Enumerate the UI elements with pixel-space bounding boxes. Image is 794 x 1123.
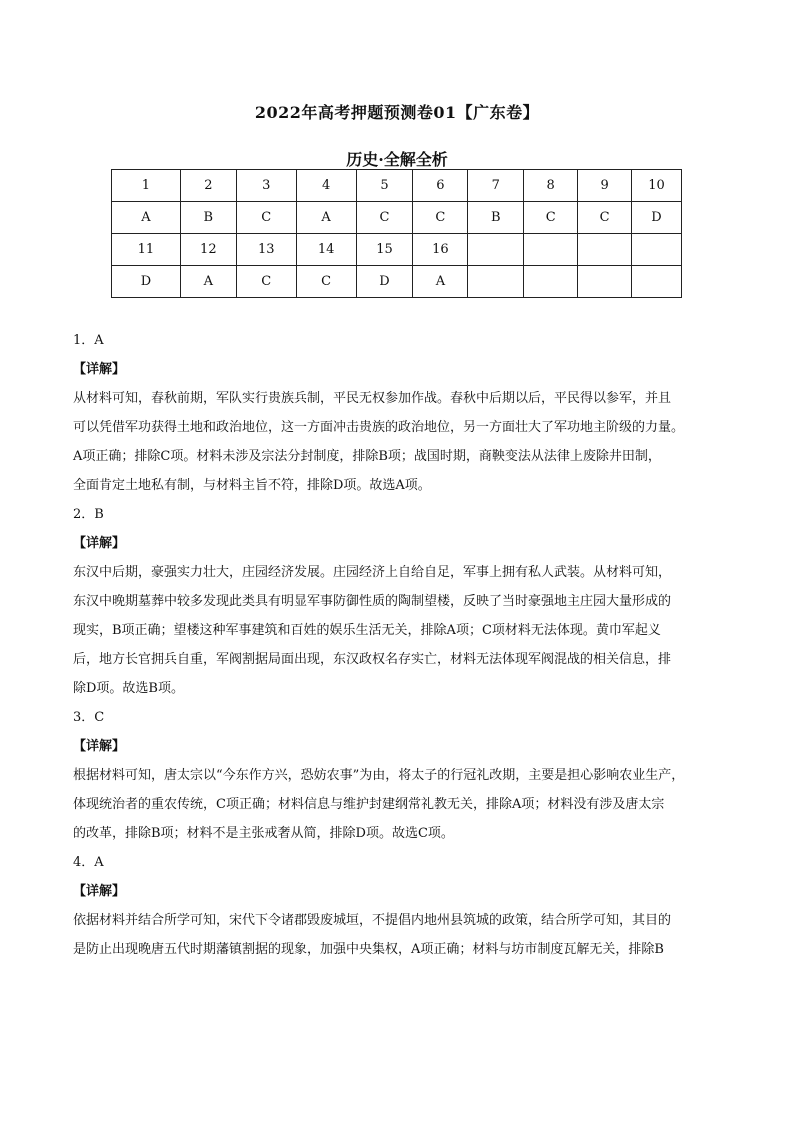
answer-table xyxy=(111,169,682,298)
table-cell: C xyxy=(356,202,413,234)
question-number: 3．C xyxy=(73,710,105,725)
table-row-numbers xyxy=(112,170,682,202)
explanation-line: 可以凭借军功获得土地和政治地位，这一方面冲击贵族的政治地位，另一方面壮大了军功地主阶级的力量。 xyxy=(73,420,685,435)
table-cell: A xyxy=(413,266,468,298)
explanation-line: 除D项。故选B项。 xyxy=(73,681,184,696)
table-cell: 10 xyxy=(632,170,682,202)
page-title: 2022年高考押题预测卷01【广东卷】 xyxy=(254,103,540,122)
table-cell: 9 xyxy=(578,170,632,202)
explanation-content xyxy=(73,326,723,964)
table-cell: A xyxy=(180,266,236,298)
table-row-answers xyxy=(112,202,682,234)
table-cell xyxy=(468,266,524,298)
table-cell: 13 xyxy=(236,234,296,266)
explanation-line: 的改革，排除B项；材料不是主张戒奢从简，排除D项。故选C项。 xyxy=(73,826,454,841)
table-cell xyxy=(524,266,578,298)
table-cell xyxy=(524,234,578,266)
explanation-line: 全面肯定土地私有制，与材料主旨不符，排除D项。故选A项。 xyxy=(73,478,431,493)
explanation-line: 后，地方长官拥兵自重，军阀割据局面出现，东汉政权名存实亡，材料无法体现军阀混战的相关信息，排 xyxy=(73,652,672,667)
table-cell: A xyxy=(296,202,356,234)
question-number: 4．A xyxy=(73,855,104,870)
table-cell: 1 xyxy=(112,170,181,202)
table-cell xyxy=(578,234,632,266)
table-cell: C xyxy=(296,266,356,298)
question-number: 2．B xyxy=(73,507,104,522)
table-cell: B xyxy=(180,202,236,234)
table-cell: 14 xyxy=(296,234,356,266)
table-cell: 11 xyxy=(112,234,181,266)
explanation-line: 依据材料并结合所学可知，宋代下令诸郡毁废城垣，不提倡内地州县筑城的政策，结合所学可知，其目的 xyxy=(73,913,672,928)
table-cell: 12 xyxy=(180,234,236,266)
explanation-line: 现实，B项正确；望楼这种军事建筑和百姓的娱乐生活无关，排除A项；C项材料无法体现。黄巾军起义 xyxy=(73,623,661,638)
table-cell: 5 xyxy=(356,170,413,202)
table-cell: 2 xyxy=(180,170,236,202)
table-cell: B xyxy=(468,202,524,234)
table-cell xyxy=(632,266,682,298)
table-cell: C xyxy=(236,202,296,234)
table-cell: 4 xyxy=(296,170,356,202)
table-cell: 8 xyxy=(524,170,578,202)
table-row-answers xyxy=(112,266,682,298)
table-cell xyxy=(468,234,524,266)
table-cell: C xyxy=(236,266,296,298)
table-cell: 6 xyxy=(413,170,468,202)
table-cell xyxy=(578,266,632,298)
table-cell: D xyxy=(356,266,413,298)
table-cell: A xyxy=(112,202,181,234)
explanation-line: A项正确；排除C项。材料未涉及宗法分封制度，排除B项；战国时期，商鞅变法从法律上废除井田制， xyxy=(73,449,661,464)
table-cell: D xyxy=(112,266,181,298)
table-cell: 3 xyxy=(236,170,296,202)
explanation-line: 体现统治者的重农传统，C项正确；材料信息与维护封建纲常礼教无关，排除A项；材料没有涉及唐太宗 xyxy=(73,797,665,812)
table-cell: D xyxy=(632,202,682,234)
detail-label: 【详解】 xyxy=(73,884,126,899)
question-number: 1．A xyxy=(73,333,104,348)
detail-label: 【详解】 xyxy=(73,536,126,551)
table-cell xyxy=(632,234,682,266)
explanation-line: 东汉中晚期墓葬中较多发现此类具有明显军事防御性质的陶制望楼，反映了当时豪强地主庄园大量形成的 xyxy=(73,594,672,609)
table-row-numbers xyxy=(112,234,682,266)
table-cell: C xyxy=(413,202,468,234)
explanation-line: 从材料可知，春秋前期，军队实行贵族兵制，平民无权参加作战。春秋中后期以后，平民得以参军，并且 xyxy=(73,391,672,406)
table-cell: 16 xyxy=(413,234,468,266)
explanation-line: 是防止出现晚唐五代时期藩镇割据的现象，加强中央集权，A项正确；材料与坊市制度瓦解无关，排除B xyxy=(73,942,664,957)
detail-label: 【详解】 xyxy=(73,362,126,377)
detail-label: 【详解】 xyxy=(73,739,126,754)
explanation-line: 根据材料可知，唐太宗以“今东作方兴，恐妨农事”为由，将太子的行冠礼改期，主要是担心影响农业生产， xyxy=(73,768,685,783)
explanation-line: 东汉中后期，豪强实力壮大，庄园经济发展。庄园经济上自给自足，军事上拥有私人武装。从材料可知， xyxy=(73,565,672,580)
table-cell: 15 xyxy=(356,234,413,266)
table-cell: 7 xyxy=(468,170,524,202)
table-cell: C xyxy=(524,202,578,234)
table-cell: C xyxy=(578,202,632,234)
page-subtitle: 历史·全解全析 xyxy=(346,150,448,169)
